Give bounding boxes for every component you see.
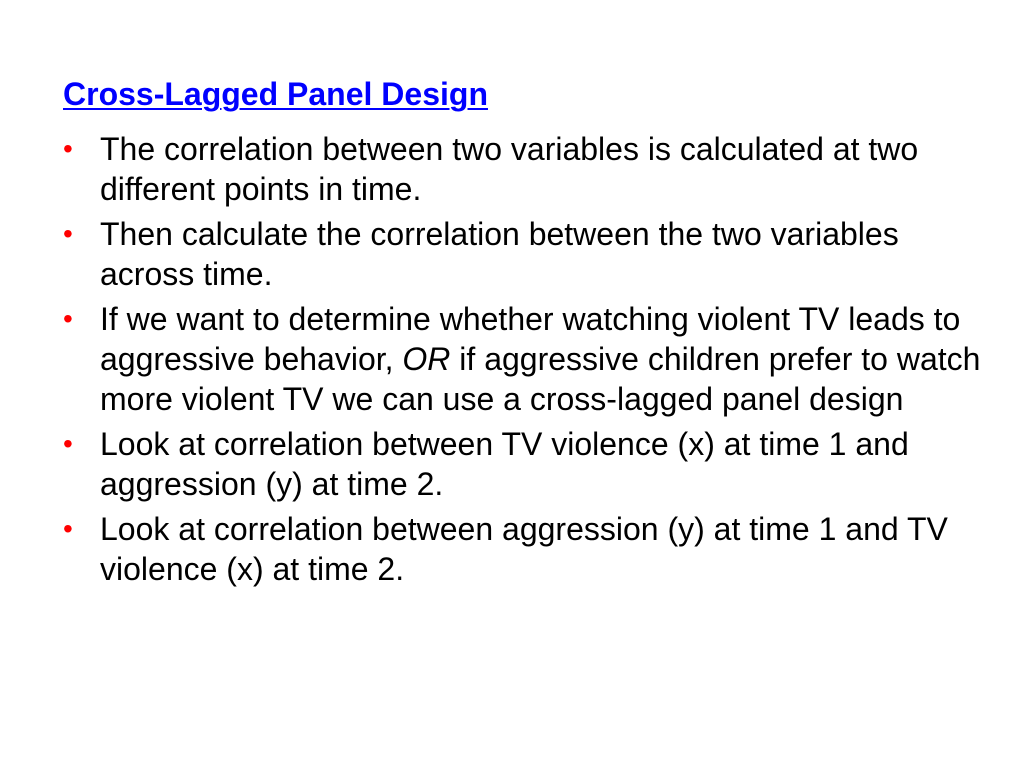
slide-title: Cross-Lagged Panel Design bbox=[63, 76, 488, 112]
bullet-list bbox=[63, 129, 983, 594]
bullet-marker: • bbox=[63, 303, 73, 334]
bullet-marker: • bbox=[63, 218, 73, 249]
bullet-text-before: If we want to determine whether watching violent TV leads to aggressive behavior, bbox=[100, 301, 961, 377]
bullet-marker: • bbox=[63, 428, 73, 459]
bullet-item bbox=[63, 424, 983, 504]
bullet-text: Look at correlation between aggression (y) at time 1 and TV violence (x) at time 2. bbox=[100, 511, 948, 587]
bullet-item bbox=[63, 509, 983, 589]
bullet-marker: • bbox=[63, 513, 73, 544]
bullet-text: Then calculate the correlation between the two variables across time. bbox=[100, 216, 899, 292]
emphasis-or: OR bbox=[402, 341, 451, 377]
bullet-text: The correlation between two variables is calculated at two different points in time. bbox=[100, 131, 919, 207]
bullet-marker: • bbox=[63, 133, 73, 164]
bullet-text bbox=[100, 301, 980, 417]
bullet-text: Look at correlation between TV violence (x) at time 1 and aggression (y) at time 2. bbox=[100, 426, 909, 502]
bullet-item bbox=[63, 214, 983, 294]
bullet-item bbox=[63, 299, 983, 419]
bullet-item bbox=[63, 129, 983, 209]
bullet-text-after: if aggressive children prefer to watch more violent TV we can use a cross-lagged panel design bbox=[100, 341, 981, 417]
